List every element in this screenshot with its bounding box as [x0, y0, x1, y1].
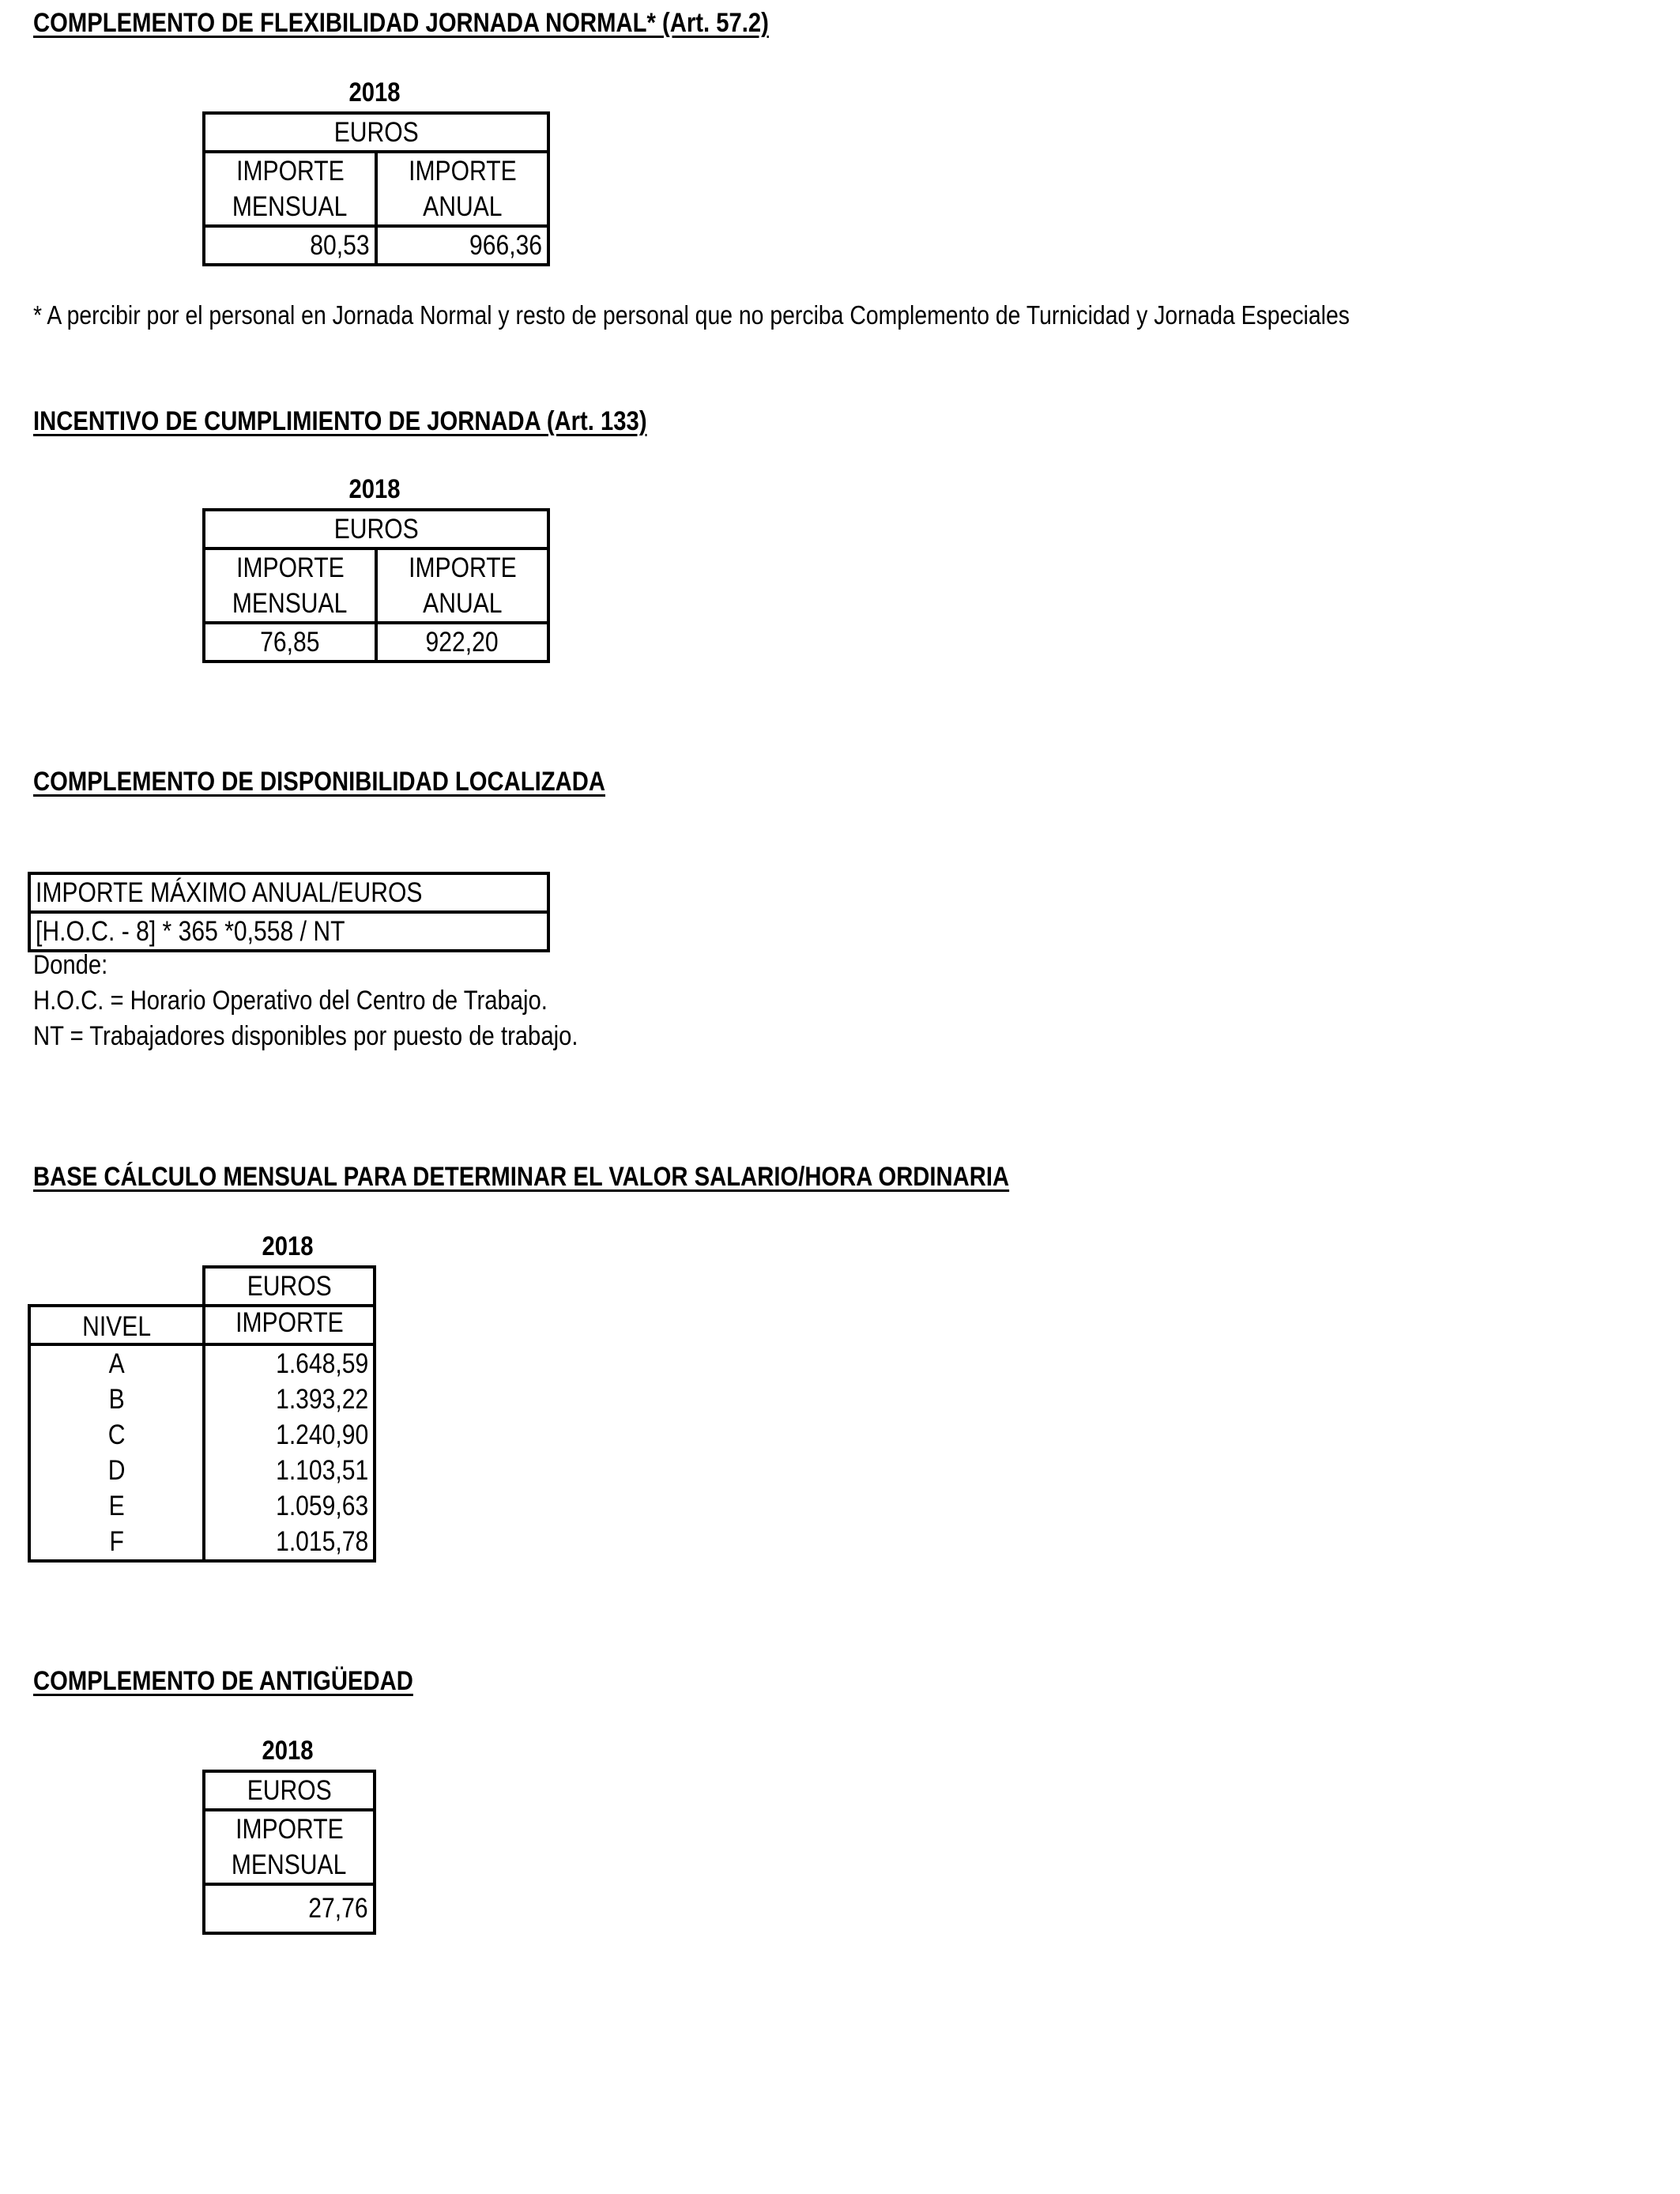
footnote: * A percibir por el personal en Jornada Normal y resto de personal que no perciba Complemento de Turnicidad y Jornada Especiales [33, 300, 1350, 330]
year-label: 2018 [348, 474, 401, 504]
level-cell: C [29, 1417, 204, 1453]
currency-header: EUROS [204, 1771, 375, 1810]
monthly-value: 80,53 [204, 226, 376, 265]
amount-cell: 1.059,63 [204, 1488, 375, 1524]
table-row [29, 1524, 375, 1561]
monthly-header: IMPORTE MENSUAL [204, 1810, 375, 1884]
amount-cell: 1.393,22 [204, 1382, 375, 1417]
level-cell: A [29, 1344, 204, 1382]
section-heading-disponibilidad: COMPLEMENTO DE DISPONIBILIDAD LOCALIZADA [33, 767, 605, 797]
monthly-header: IMPORTE MENSUAL [204, 152, 376, 226]
year-label: 2018 [262, 1736, 314, 1766]
currency-header: EUROS [204, 1267, 375, 1306]
year-label: 2018 [348, 77, 401, 107]
table-row [29, 1344, 375, 1382]
amount-cell: 1.015,78 [204, 1524, 375, 1561]
table-row [29, 1417, 375, 1453]
amount-cell: 1.240,90 [204, 1417, 375, 1453]
disponibilidad-box [28, 872, 550, 952]
level-cell: D [29, 1453, 204, 1488]
monthly-value: 27,76 [204, 1884, 375, 1933]
section-heading-base-calculo: BASE CÁLCULO MENSUAL PARA DETERMINAR EL VALOR SALARIO/HORA ORDINARIA [33, 1162, 1010, 1192]
definition-nt: NT = Trabajadores disponibles por puesto de trabajo. [33, 1021, 578, 1051]
table-row [29, 1453, 375, 1488]
where-label: Donde: [33, 950, 108, 980]
monthly-value: 76,85 [204, 623, 376, 662]
definition-hoc: H.O.C. = Horario Operativo del Centro de Trabajo. [33, 986, 548, 1016]
level-header: NIVEL [29, 1306, 204, 1344]
section-heading-incentivo: INCENTIVO DE CUMPLIMIENTO DE JORNADA (Art. 133) [33, 406, 647, 436]
table-row [29, 1488, 375, 1524]
currency-header: EUROS [204, 113, 548, 152]
section-heading-flexibilidad: COMPLEMENTO DE FLEXIBILIDAD JORNADA NORMAL* (Art. 57.2) [33, 8, 769, 38]
level-cell: E [29, 1488, 204, 1524]
table-row [29, 1382, 375, 1417]
flexibilidad-table [202, 111, 550, 266]
antiguedad-table [202, 1770, 376, 1935]
base-calculo-table [28, 1265, 376, 1563]
max-annual-label: IMPORTE MÁXIMO ANUAL/EUROS [29, 873, 548, 912]
currency-header: EUROS [204, 510, 548, 548]
annual-header: IMPORTE ANUAL [376, 152, 548, 226]
annual-value: 966,36 [376, 226, 548, 265]
formula: [H.O.C. - 8] * 365 *0,558 / NT [29, 912, 548, 951]
level-cell: B [29, 1382, 204, 1417]
level-cell: F [29, 1524, 204, 1561]
amount-cell: 1.648,59 [204, 1344, 375, 1382]
amount-header: IMPORTE [204, 1306, 375, 1344]
section-heading-antiguedad: COMPLEMENTO DE ANTIGÜEDAD [33, 1666, 413, 1696]
year-label: 2018 [262, 1231, 314, 1261]
amount-cell: 1.103,51 [204, 1453, 375, 1488]
incentivo-table [202, 508, 550, 663]
monthly-header: IMPORTE MENSUAL [204, 548, 376, 623]
annual-header: IMPORTE ANUAL [376, 548, 548, 623]
annual-value: 922,20 [376, 623, 548, 662]
